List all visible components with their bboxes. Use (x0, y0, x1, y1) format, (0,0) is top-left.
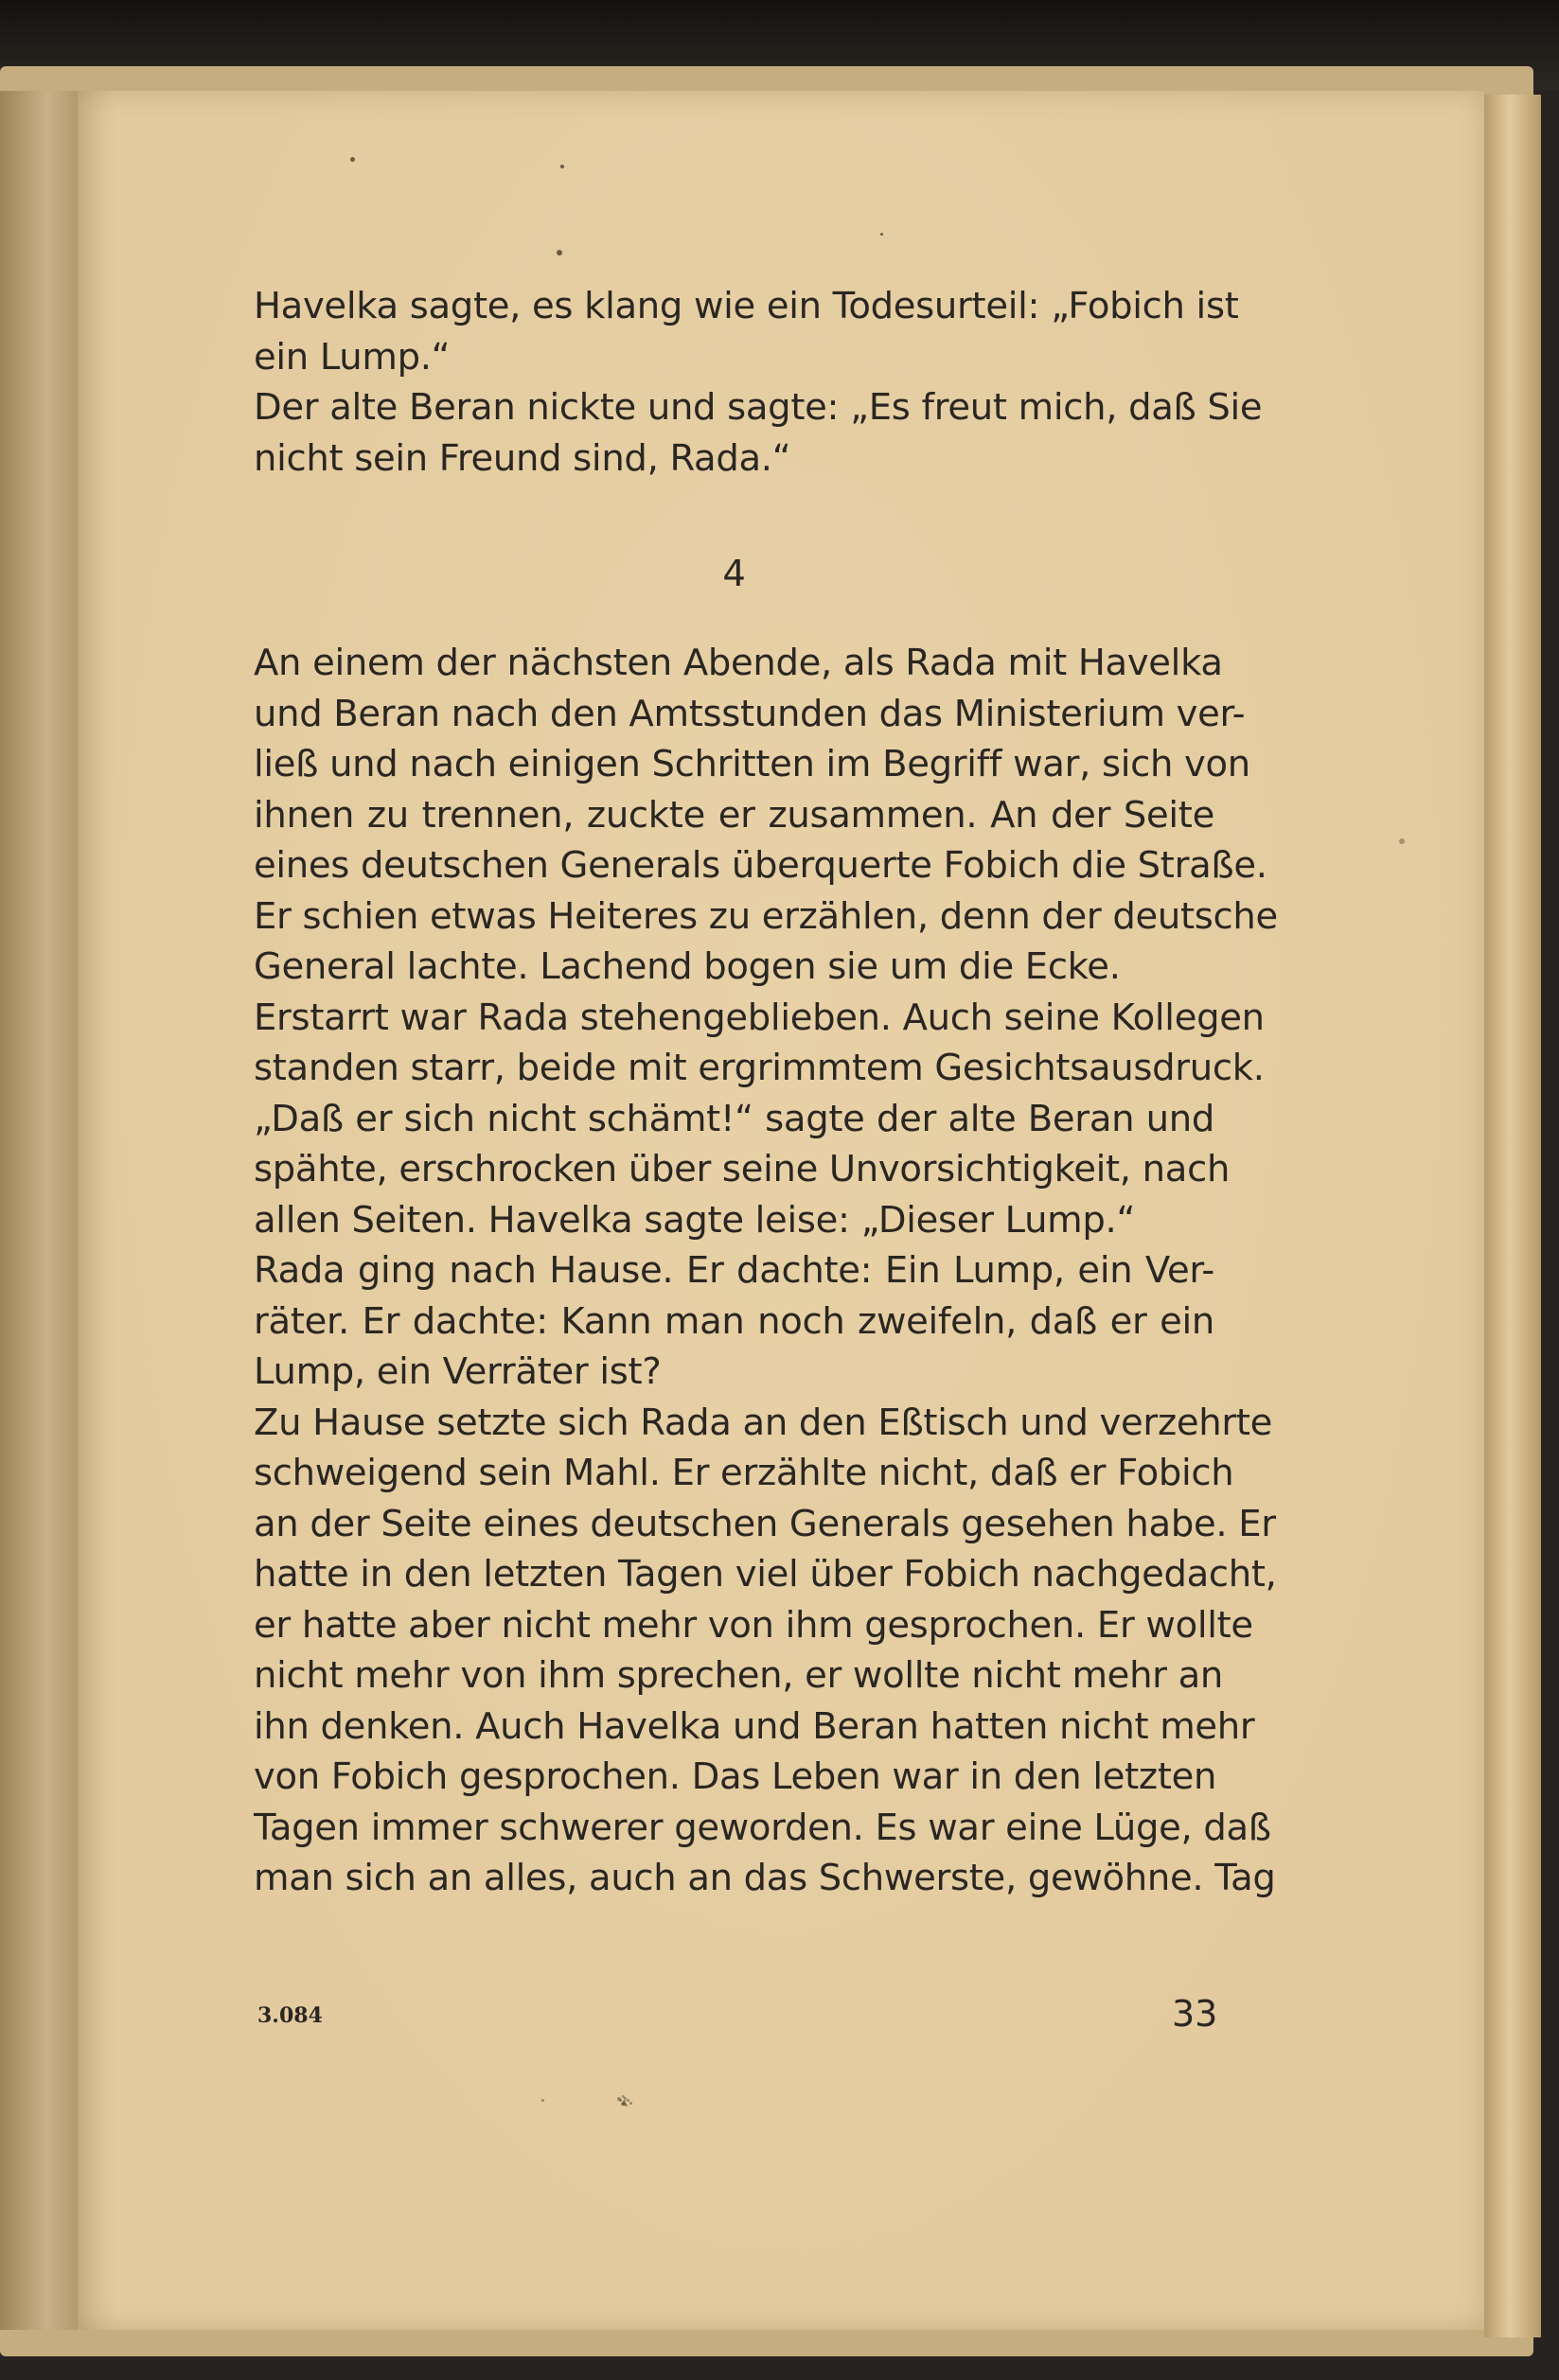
text-line: räter. Er dachte: Kann man noch zweifeln, daß er ein (254, 1299, 1214, 1343)
text-line: man sich an alles, auch an das Schwerste, gewöhne. Tag (254, 1857, 1276, 1899)
text-line: Havelka sagte, es klang wie ein Todesurteil: „Fobich ist (254, 285, 1239, 327)
text-line: Lump, ein Verräter ist? (254, 1350, 662, 1393)
text-line: nicht mehr von ihm sprechen, er wollte nicht mehr an (254, 1654, 1224, 1697)
text-line: an der Seite eines deutschen Generals gesehen habe. Er (254, 1502, 1276, 1545)
paper-speck (541, 2099, 544, 2102)
text-line: standen starr, beide mit ergrimmtem Gesichtsausdruck. (254, 1047, 1265, 1089)
paper-speck (350, 157, 355, 162)
paper-speck (623, 2100, 626, 2103)
text-line: Tagen immer schwerer geworden. Es war eine Lüge, daß (254, 1806, 1271, 1849)
text-line: Rada ging nach Hause. Er dachte: Ein Lump, ein Ver- (254, 1249, 1214, 1292)
text-line: ließ und nach einigen Schritten im Begriff war, sich von (254, 743, 1250, 785)
text-line: allen Seiten. Havelka sagte leise: „Dieser Lump.“ (254, 1198, 1136, 1242)
paper-speck (880, 233, 883, 236)
text-line: Erstarrt war Rada stehengeblieben. Auch seine Kollegen (254, 996, 1265, 1039)
text-line: er hatte aber nicht mehr von ihm gesprochen. Er wollte (254, 1603, 1253, 1647)
paper-speck (627, 2099, 629, 2102)
text-line: ihn denken. Auch Havelka und Beran hatten nicht mehr (254, 1704, 1255, 1748)
text-line: ein Lump.“ (254, 335, 451, 379)
text-line: Der alte Beran nickte und sagte: „Es freut mich, daß Sie (254, 386, 1263, 429)
paper-speck (625, 2104, 628, 2107)
text-line: spähte, erschrocken über seine Unvorsichtigkeit, nach (254, 1148, 1231, 1190)
paper-speck (557, 250, 562, 256)
page-edge (1484, 95, 1541, 2337)
text-line: An einem der nächsten Abende, als Rada mit Havelka (254, 642, 1223, 684)
paper-speck (622, 2095, 625, 2098)
paper-speck (619, 2099, 622, 2102)
text-line: und Beran nach den Amtsstunden das Ministerium ver- (254, 692, 1246, 735)
text-line: General lachte. Lachend bogen sie um die Ecke. (254, 945, 1121, 988)
text-line: hatte in den letzten Tagen viel über Fobich nachgedacht, (254, 1553, 1277, 1595)
chapter-number: 4 (722, 553, 746, 595)
body-text (254, 281, 1278, 1904)
section-spacer (254, 600, 1214, 638)
section-spacer (254, 484, 1214, 548)
paper-speck (560, 165, 564, 168)
page-number: 33 (1172, 1993, 1218, 2035)
text-line: von Fobich gesprochen. Das Leben war in den letzten (254, 1755, 1217, 1798)
text-line: ihnen zu trennen, zuckte er zusammen. An der Seite (254, 793, 1214, 837)
text-line: nicht sein Freund sind, Rada.“ (254, 436, 791, 480)
text-line: Er schien etwas Heiteres zu erzählen, denn der deutsche (254, 894, 1278, 938)
paper-speck (621, 2103, 624, 2106)
text-line: Zu Hause setzte sich Rada an den Eßtisch und verzehrte (254, 1401, 1273, 1444)
text-line: „Daß er sich nicht schämt!“ sagte der alte Beran und (254, 1097, 1214, 1140)
paper-speck (629, 2102, 632, 2105)
text-line: schweigend sein Mahl. Er erzählte nicht, daß er Fobich (254, 1452, 1234, 1494)
book-gutter (0, 91, 78, 2330)
text-line: eines deutschen Generals überquerte Fobich die Straße. (254, 844, 1267, 887)
printer-signature: 3.084 (257, 2003, 323, 2028)
paper-speck (1399, 838, 1405, 844)
